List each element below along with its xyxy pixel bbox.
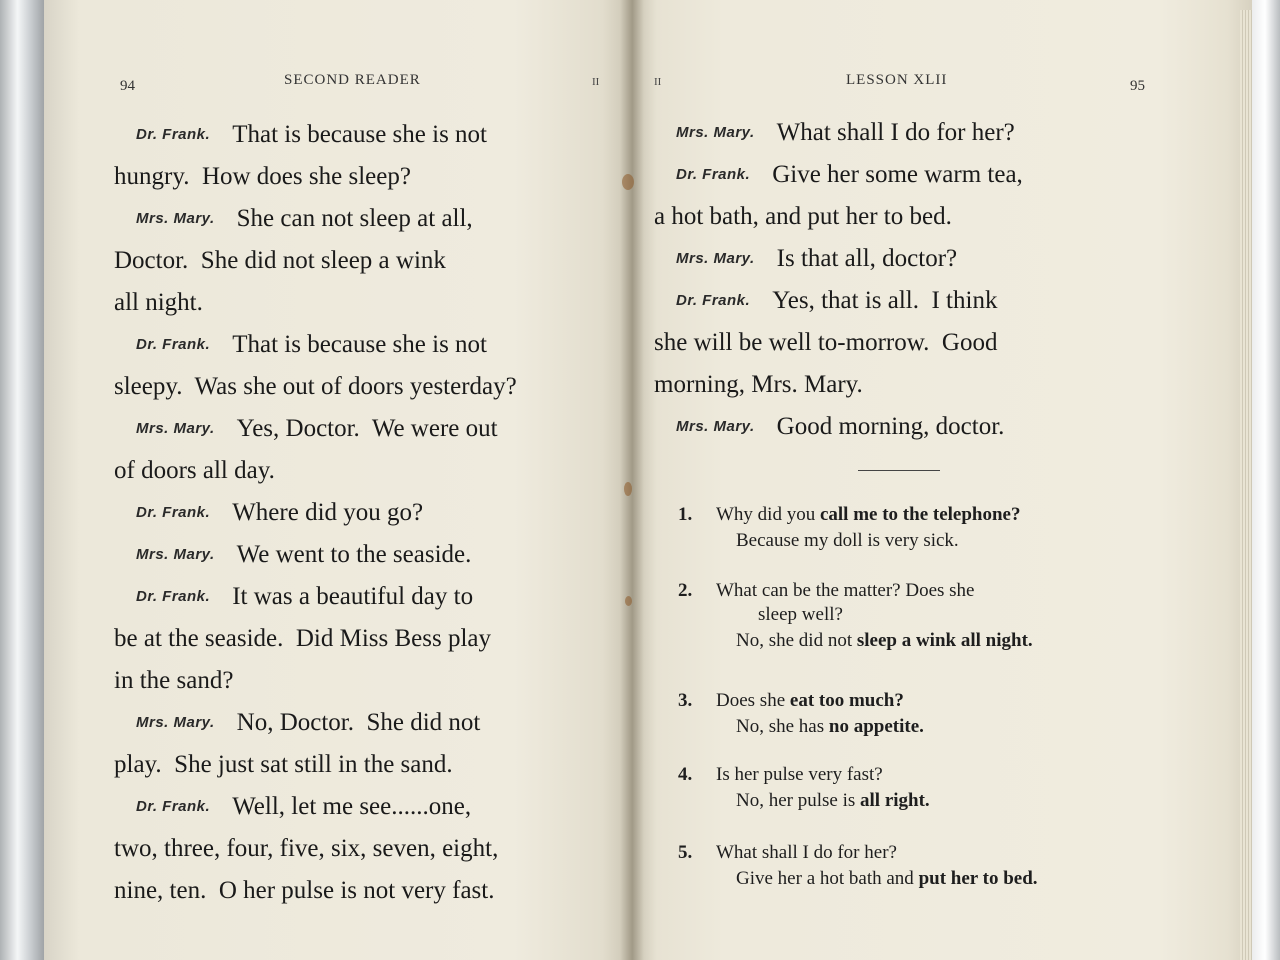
speaker-label: Dr. Frank. xyxy=(136,336,211,353)
text-line xyxy=(654,406,1138,448)
line-text: all night. xyxy=(114,289,203,316)
line-text: That is because she is not xyxy=(232,331,488,358)
line-text: nine, ten. O her pulse is not very fast. xyxy=(114,877,495,904)
book-gutter xyxy=(620,0,644,960)
question-text: What shall I do for her? xyxy=(716,842,897,863)
speaker-label: Mrs. Mary. xyxy=(676,418,755,435)
right-running-head: LESSON XLII xyxy=(846,72,948,88)
speaker-label: Dr. Frank. xyxy=(136,126,211,143)
line-text: Well, let me see......one, xyxy=(232,793,472,820)
text-line xyxy=(114,828,602,870)
speaker-label: Dr. Frank. xyxy=(136,504,211,521)
text-line xyxy=(114,702,602,744)
line-text: We went to the seaside. xyxy=(236,541,472,568)
speaker-label: Mrs. Mary. xyxy=(136,210,215,227)
line-text: No, Doctor. She did not xyxy=(236,709,481,736)
question-text-bold: eat too much? xyxy=(789,690,904,711)
right-page xyxy=(632,0,1252,960)
answer-text-bold: no appetite. xyxy=(828,716,924,737)
foxing-stain xyxy=(624,482,632,496)
text-line xyxy=(654,322,1138,364)
text-line xyxy=(654,364,1138,406)
text-line xyxy=(114,324,602,366)
text-line xyxy=(114,534,602,576)
question-continuation: sleep well? xyxy=(758,604,843,625)
text-line xyxy=(654,238,1138,280)
question-item xyxy=(678,504,1148,552)
line-text: two, three, four, five, six, seven, eight, xyxy=(114,835,499,862)
text-line xyxy=(114,450,602,492)
line-text: of doors all day. xyxy=(114,457,275,484)
line-text: Is that all, doctor? xyxy=(776,245,958,272)
text-line xyxy=(114,240,602,282)
question-text-bold: call me to the telephone? xyxy=(819,504,1021,525)
line-text: Yes, that is all. I think xyxy=(772,287,998,314)
line-text: she will be well to-morrow. Good xyxy=(654,329,998,356)
answer-text: Because my doll is very sick. xyxy=(736,530,959,551)
line-text: hungry. How does she sleep? xyxy=(114,163,411,190)
line-text: That is because she is not xyxy=(232,121,488,148)
text-line xyxy=(114,114,602,156)
line-text: a hot bath, and put her to bed. xyxy=(654,203,952,230)
speaker-label: Dr. Frank. xyxy=(676,292,751,309)
text-line xyxy=(114,870,602,912)
speaker-label: Mrs. Mary. xyxy=(136,420,215,437)
speaker-label: Mrs. Mary. xyxy=(136,546,215,563)
foxing-stain xyxy=(625,596,632,606)
line-text: Yes, Doctor. We were out xyxy=(236,415,498,442)
answer-text-bold: all right. xyxy=(860,790,930,811)
text-line xyxy=(114,198,602,240)
question-number: 4. xyxy=(678,764,693,785)
answer-text: Give her a hot bath and xyxy=(736,868,919,889)
left-page xyxy=(44,0,632,960)
text-line xyxy=(654,112,1138,154)
right-page-body xyxy=(654,112,1138,448)
answer-text-bold: put her to bed. xyxy=(918,868,1038,889)
line-text: Give her some warm tea, xyxy=(772,161,1023,188)
text-line xyxy=(114,156,602,198)
question-number: 2. xyxy=(678,580,693,601)
question-number: 5. xyxy=(678,842,693,863)
left-page-body xyxy=(114,114,602,912)
foxing-stain xyxy=(622,174,634,190)
question-number: 3. xyxy=(678,690,693,711)
line-text: play. She just sat still in the sand. xyxy=(114,751,453,778)
question-text: Why did you xyxy=(716,504,820,525)
text-line xyxy=(114,618,602,660)
line-text: in the sand? xyxy=(114,667,234,694)
line-text: Where did you go? xyxy=(232,499,424,526)
right-frame-edge xyxy=(1250,0,1280,960)
answer-text: No, she did not xyxy=(736,630,857,651)
text-line xyxy=(654,196,1138,238)
left-signature-mark: II xyxy=(592,76,600,88)
speaker-label: Mrs. Mary. xyxy=(136,714,215,731)
line-text: Good morning, doctor. xyxy=(776,413,1005,440)
answer-text: No, she has xyxy=(736,716,829,737)
question-number: 1. xyxy=(678,504,693,525)
text-line xyxy=(114,744,602,786)
speaker-label: Mrs. Mary. xyxy=(676,250,755,267)
answer-text: No, her pulse is xyxy=(736,790,861,811)
right-signature-mark: II xyxy=(654,76,662,88)
line-text: be at the seaside. Did Miss Bess play xyxy=(114,625,492,652)
line-text: She can not sleep at all, xyxy=(236,205,473,232)
answer-text-bold: sleep a wink all night. xyxy=(856,630,1033,651)
text-line xyxy=(114,660,602,702)
line-text: morning, Mrs. Mary. xyxy=(654,371,863,398)
line-text: It was a beautiful day to xyxy=(232,583,474,610)
text-line xyxy=(114,408,602,450)
speaker-label: Dr. Frank. xyxy=(136,798,211,815)
speaker-label: Dr. Frank. xyxy=(136,588,211,605)
text-line xyxy=(114,576,602,618)
line-text: Doctor. She did not sleep a wink xyxy=(114,247,446,274)
question-item xyxy=(678,690,1148,738)
question-text: What can be the matter? Does she xyxy=(716,580,975,601)
line-text: sleepy. Was she out of doors yesterday? xyxy=(114,373,517,400)
text-line xyxy=(654,154,1138,196)
section-divider xyxy=(858,470,940,471)
line-text: What shall I do for her? xyxy=(776,119,1015,146)
left-running-head: SECOND READER xyxy=(284,72,421,88)
question-item xyxy=(678,580,1148,652)
text-line xyxy=(114,786,602,828)
text-line xyxy=(114,492,602,534)
question-item xyxy=(678,764,1148,812)
text-line xyxy=(114,282,602,324)
speaker-label: Mrs. Mary. xyxy=(676,124,755,141)
right-page-number: 95 xyxy=(1130,78,1145,94)
question-item xyxy=(678,842,1148,890)
text-line xyxy=(114,366,602,408)
left-page-number: 94 xyxy=(120,78,135,94)
page-edges xyxy=(1240,10,1252,960)
speaker-label: Dr. Frank. xyxy=(676,166,751,183)
question-text: Is her pulse very fast? xyxy=(716,764,883,785)
left-frame-edge xyxy=(0,0,44,960)
question-text: Does she xyxy=(716,690,790,711)
text-line xyxy=(654,280,1138,322)
